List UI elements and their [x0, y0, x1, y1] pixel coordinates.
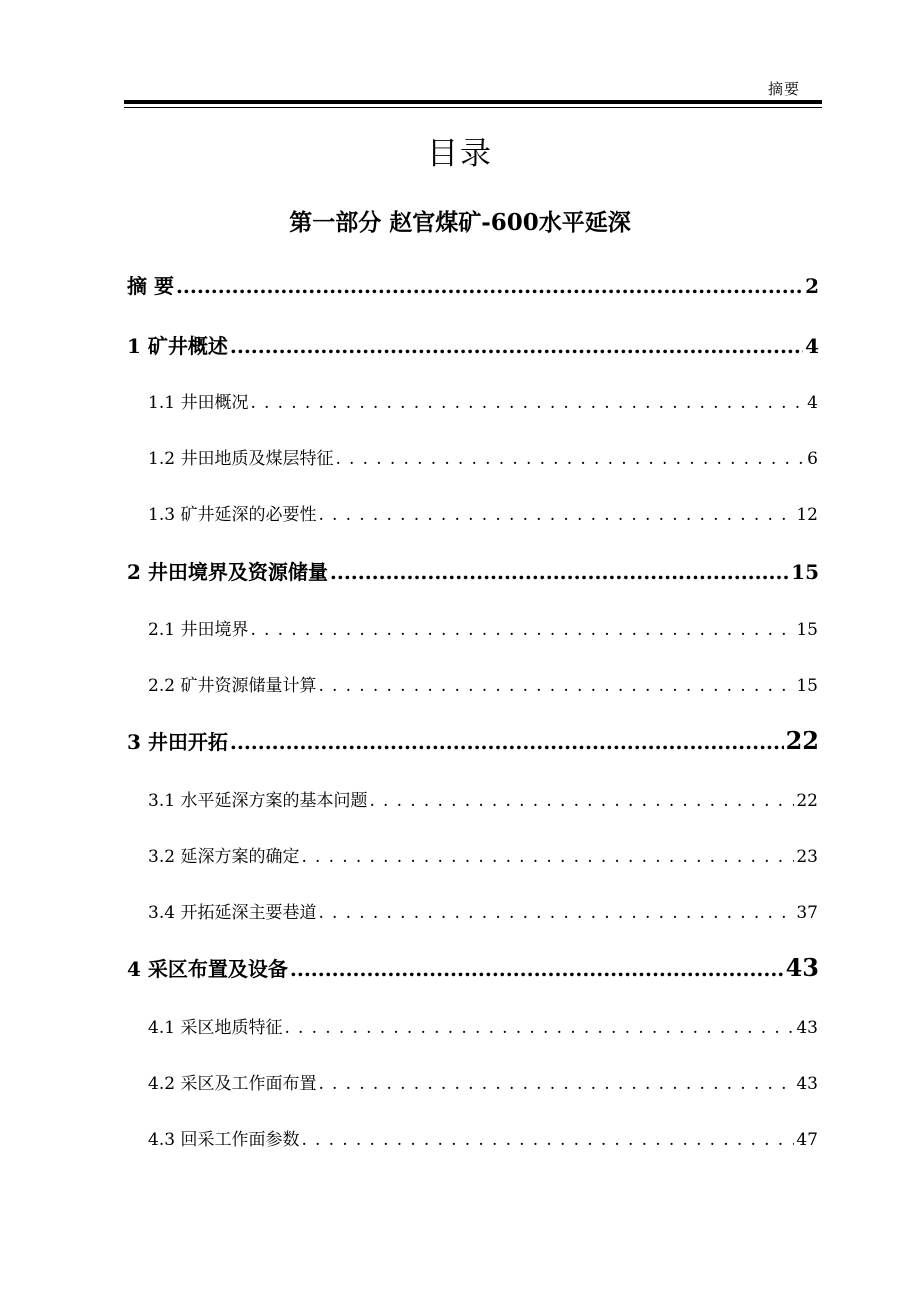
- toc-dot-leader: [318, 505, 794, 525]
- header-rule-thin: [124, 107, 822, 108]
- toc-entry-page: 15: [796, 620, 818, 640]
- header-rule: [124, 100, 822, 104]
- toc-dot-leader: [301, 1130, 794, 1150]
- toc-entry-3-4[interactable]: [148, 898, 818, 923]
- toc-entry-page: 22: [785, 726, 819, 755]
- toc-entry-chapter-2[interactable]: [127, 556, 819, 585]
- toc-entry-page: 12: [796, 505, 818, 525]
- toc-entry-label: 4.2 采区及工作面布置: [148, 1074, 317, 1094]
- toc-entry-label: 2 井田境界及资源储量: [127, 560, 328, 584]
- toc-dot-leader: [250, 393, 805, 413]
- toc-entry-page: 4: [805, 334, 819, 358]
- toc-entry-abstract[interactable]: [127, 270, 819, 299]
- toc-entry-label: 4.1 采区地质特征: [148, 1018, 283, 1038]
- toc-entry-chapter-3[interactable]: [127, 726, 819, 755]
- toc-entry-page: 22: [796, 791, 818, 811]
- toc-entry-label: 3.1 水平延深方案的基本问题: [148, 791, 368, 811]
- toc-entry-label: 1.3 矿井延深的必要性: [148, 505, 317, 525]
- toc-entry-chapter-4[interactable]: [127, 953, 819, 982]
- toc-entry-2-2[interactable]: [148, 671, 818, 696]
- toc-entry-label: 1.2 井田地质及煤层特征: [148, 449, 334, 469]
- toc-entry-page: 4: [807, 393, 818, 413]
- toc-entry-label: 1.1 井田概况: [148, 393, 249, 413]
- toc-entry-3-2[interactable]: [148, 842, 818, 867]
- toc-entry-page: 23: [796, 847, 818, 867]
- toc-entry-page: 6: [807, 449, 818, 469]
- toc-dot-leader: [290, 957, 784, 981]
- toc-dot-leader: [318, 903, 794, 923]
- toc-entry-label: 3 井田开拓: [127, 730, 228, 754]
- toc-entry-2-1[interactable]: [148, 615, 818, 640]
- toc-entry-page: 2: [805, 274, 819, 298]
- part-title: 第一部分 赵官煤矿-600水平延深: [289, 209, 631, 236]
- toc-entry-label: 1 矿井概述: [127, 334, 228, 358]
- toc-entry-label: 3.2 延深方案的确定: [148, 847, 300, 867]
- toc-dot-leader: [318, 676, 794, 696]
- toc-entry-page: 47: [796, 1130, 818, 1150]
- toc-entry-label: 2.1 井田境界: [148, 620, 249, 640]
- toc-dot-leader: [230, 730, 784, 754]
- toc-dot-leader: [318, 1074, 794, 1094]
- running-header: 摘要: [767, 80, 800, 98]
- toc-dot-leader: [335, 449, 805, 469]
- toc-title: 目录: [427, 136, 493, 172]
- toc-entry-4-2[interactable]: [148, 1069, 818, 1094]
- toc-dot-leader: [301, 847, 794, 867]
- toc-entry-chapter-1[interactable]: [127, 330, 819, 359]
- toc-entry-4-1[interactable]: [148, 1013, 818, 1038]
- toc-dot-leader: [284, 1018, 794, 1038]
- toc-entry-3-1[interactable]: [148, 786, 818, 811]
- toc-entry-label: 摘 要: [127, 274, 174, 298]
- toc-dot-leader: [230, 334, 803, 358]
- toc-dot-leader: [176, 274, 803, 298]
- toc-entry-page: 15: [791, 560, 819, 584]
- toc-entry-page: 43: [785, 953, 819, 982]
- toc-dot-leader: [330, 560, 789, 584]
- toc-entry-1-1[interactable]: [148, 388, 818, 413]
- toc-entry-1-2[interactable]: [148, 444, 818, 469]
- toc-entry-page: 37: [796, 903, 818, 923]
- toc-entry-1-3[interactable]: [148, 500, 818, 525]
- toc-entry-label: 2.2 矿井资源储量计算: [148, 676, 317, 696]
- toc-entry-page: 15: [796, 676, 818, 696]
- toc-entry-label: 4 采区布置及设备: [127, 957, 288, 981]
- toc-dot-leader: [250, 620, 794, 640]
- toc-entry-page: 43: [796, 1074, 818, 1094]
- toc-entry-label: 4.3 回采工作面参数: [148, 1130, 300, 1150]
- toc-entry-label: 3.4 开拓延深主要巷道: [148, 903, 317, 923]
- toc-entry-4-3[interactable]: [148, 1125, 818, 1150]
- toc-entry-page: 43: [796, 1018, 818, 1038]
- toc-dot-leader: [369, 791, 794, 811]
